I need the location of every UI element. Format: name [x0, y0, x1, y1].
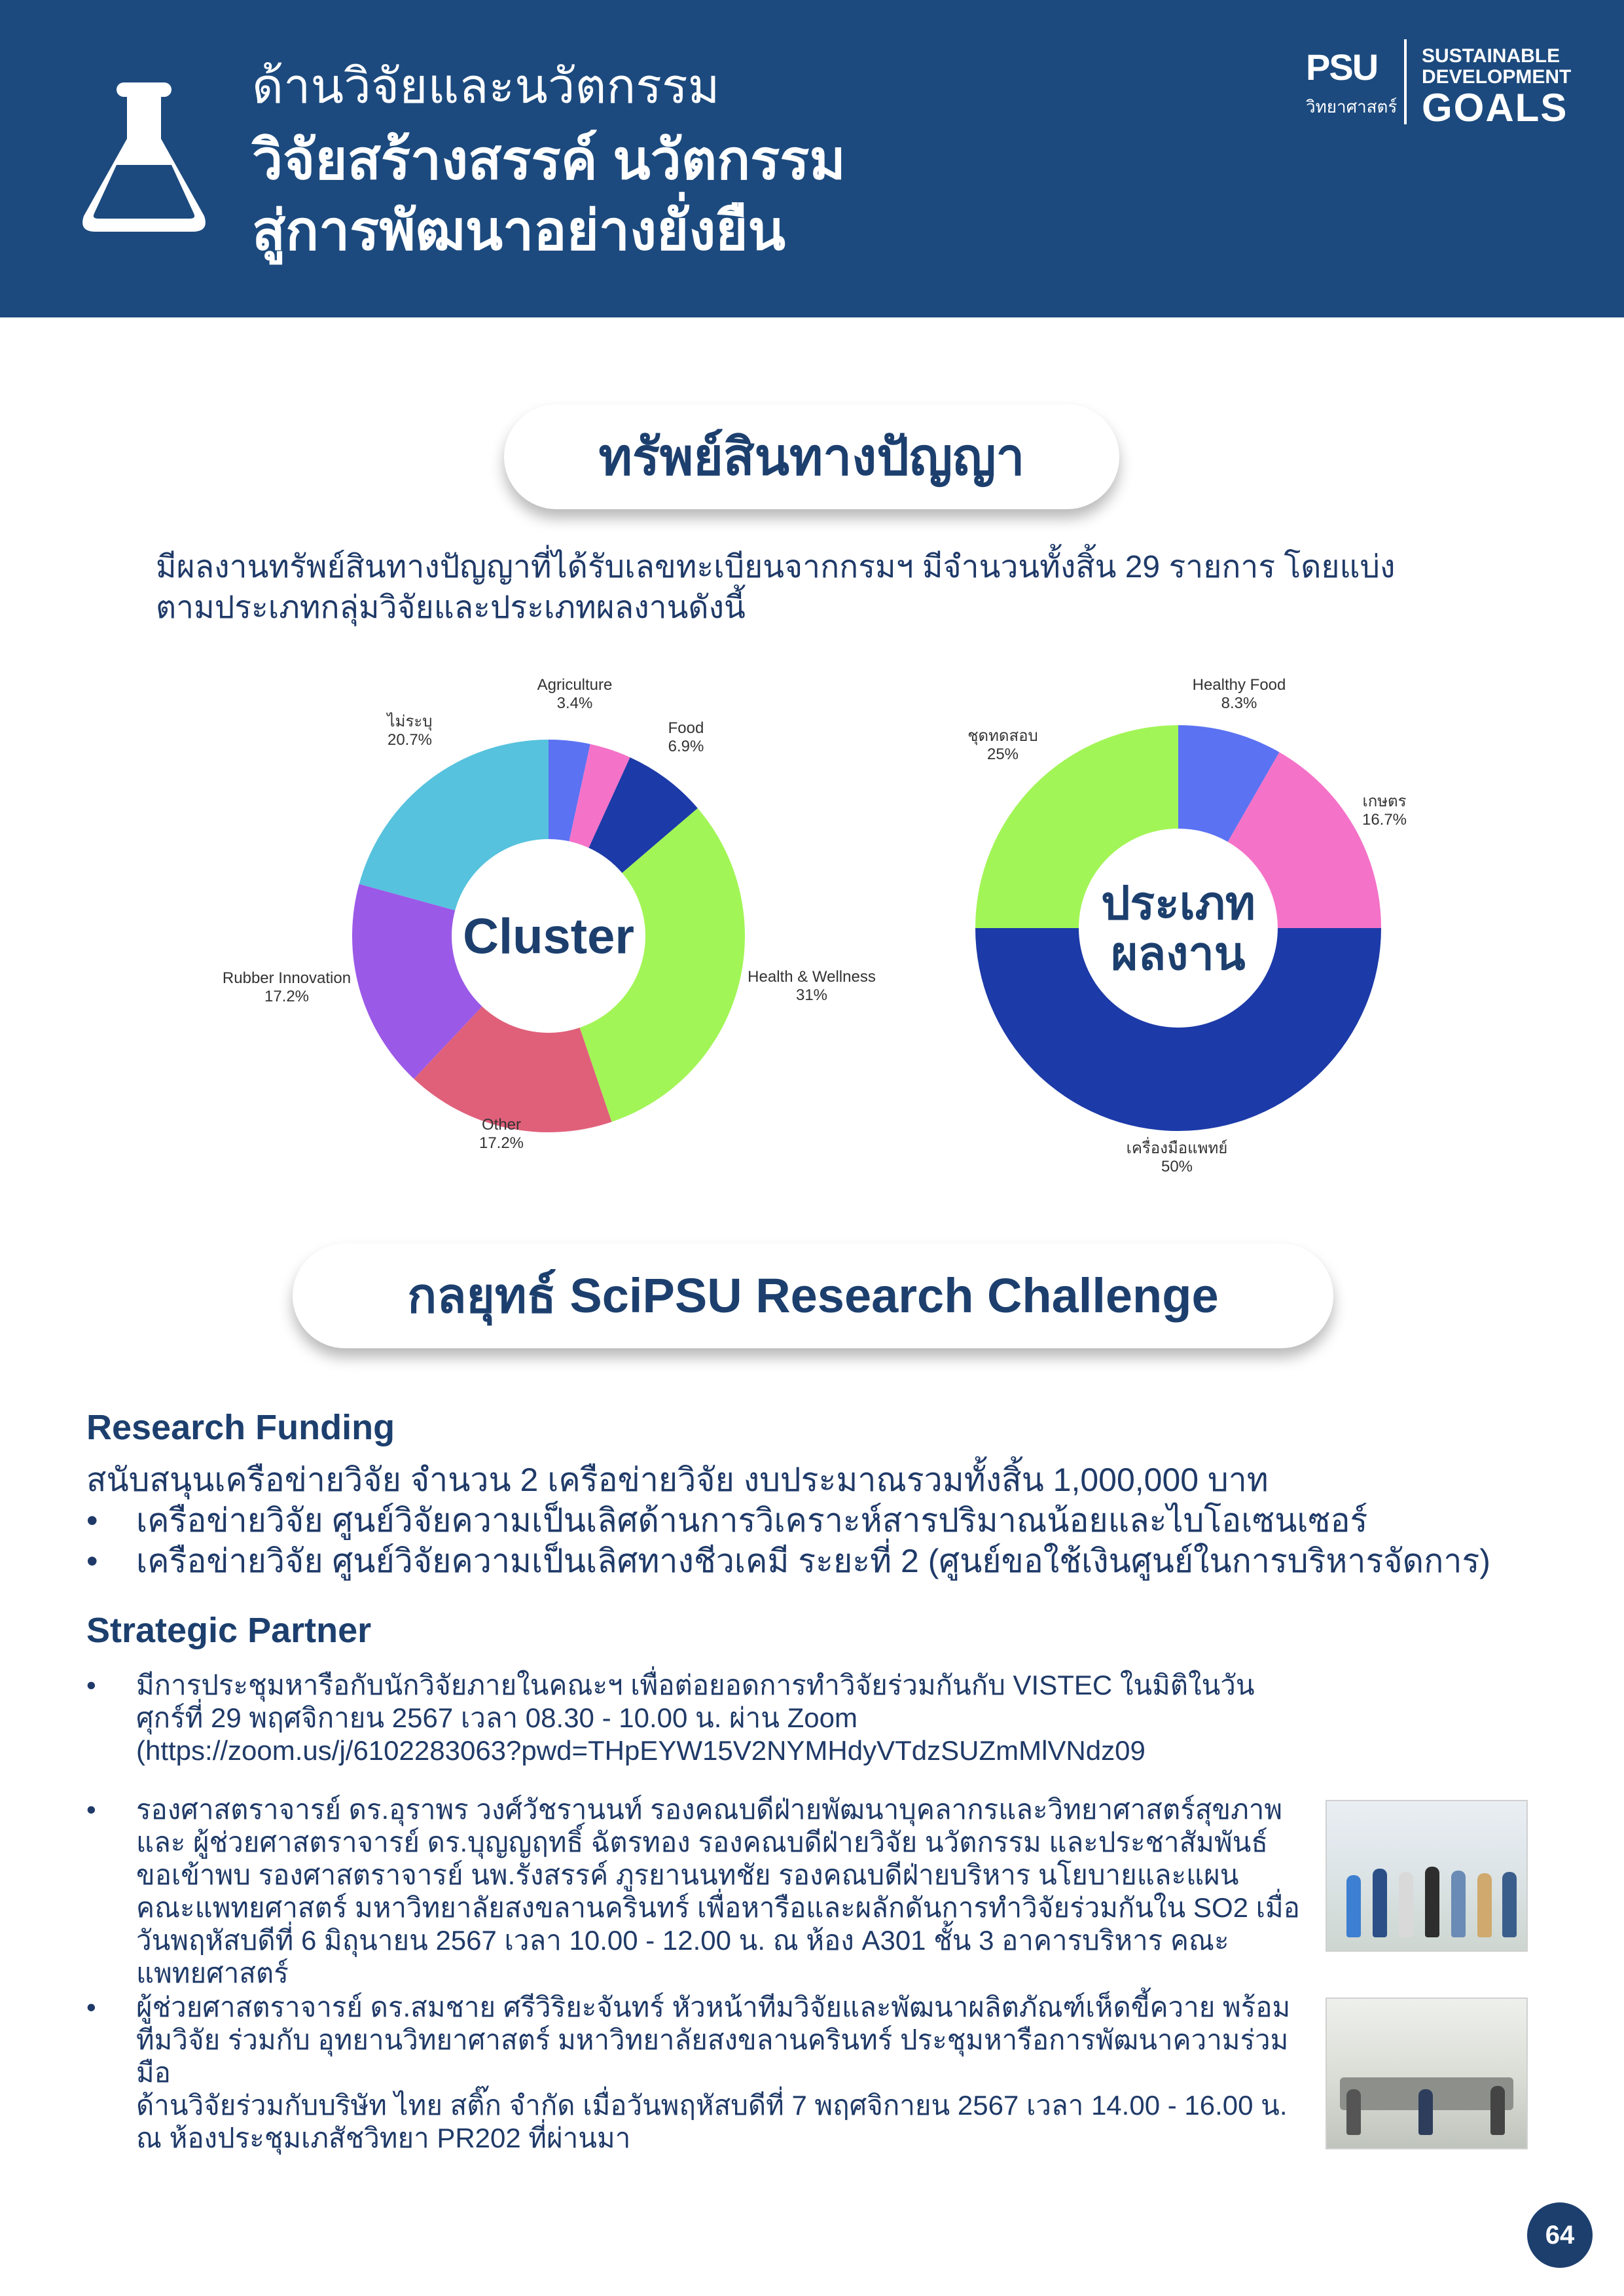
sdg-logo-line2: DEVELOPMENT: [1422, 66, 1572, 88]
photo-person: [1490, 2086, 1505, 2135]
list-item: [86, 1500, 1526, 1541]
photo-person: [1346, 1875, 1361, 1937]
partner-1-line2: ศุกร์ที่ 29 พฤศจิกายน 2567 เวลา 08.30 - 10.00 น. ผ่าน Zoom: [136, 1702, 857, 1733]
ip-section-title: ทรัพย์สินทางปัญญา: [504, 404, 1119, 509]
donut-center-title: ผลงาน: [1111, 928, 1246, 979]
cluster-donut-chart: [223, 676, 876, 1152]
slice-value-label: 17.2%: [478, 1134, 524, 1152]
slice-label: Health & Wellness: [748, 968, 876, 986]
header-kicker: ด้านวิจัยและนวัตกรรม: [252, 59, 720, 113]
donut-slice: [359, 740, 549, 910]
logo-divider: [1404, 39, 1407, 124]
donut-center-title: ประเภท: [1101, 878, 1255, 929]
psu-logo-mark: PSU: [1306, 46, 1378, 88]
flask-icon: [79, 79, 209, 236]
partner-2-line5: วันพฤหัสบดีที่ 6 มิถุนายน 2567 เวลา 10.00 - 12.00 น. ณ ห้อง A301 ชั้น 3 อาคารบริหาร คณะแพทยศาสตร์: [136, 1925, 1229, 1988]
sdg-logo: [1422, 46, 1571, 128]
ip-intro: [156, 547, 1498, 628]
slice-value-label: 20.7%: [387, 731, 433, 749]
slice-label: ไม่ระบุ: [387, 713, 433, 730]
psu-logo: [1306, 46, 1397, 120]
photo-person: [1418, 2089, 1433, 2135]
funding-item-2: เครือข่ายวิจัย ศูนย์วิจัยความเป็นเลิศทางชีวเคมี ระยะที่ 2 (ศูนย์ขอใช้เงินศูนย์ในการบริหารจัดการ): [136, 1543, 1490, 1579]
slice-value-label: 3.4%: [556, 694, 593, 712]
partner-3-line4: ณ ห้องประชุมเภสัชวิทยา PR202 ที่ผ่านมา: [136, 2123, 631, 2153]
sdg-logo-line3: GOALS: [1422, 86, 1568, 130]
page-title-line1: วิจัยสร้างสรรค์ นวัตกรรม: [252, 129, 846, 190]
partner-1-line1: มีการประชุมหารือกับนักวิจัยภายในคณะฯ เพื่อต่อยอดการทำวิจัยร่วมกันกับ VISTEC ในมิติในวัน: [136, 1670, 1255, 1700]
psu-logo-sub: วิทยาศาสตร์: [1306, 97, 1398, 117]
bullet-dot: •: [86, 1794, 96, 1825]
challenge-section-title: กลยุทธ์ SciPSU Research Challenge: [293, 1244, 1333, 1348]
page-title-line2: สู่การพัฒนาอย่างยั่งยืน: [252, 200, 785, 261]
slice-label: Rubber Innovation: [222, 969, 352, 987]
photo-person: [1477, 1873, 1492, 1937]
charts-area: [0, 655, 1624, 1198]
partner-item-2: [86, 1793, 1310, 1990]
photo-person: [1425, 1867, 1439, 1937]
slice-label: เกษตร: [1362, 793, 1407, 810]
photo-person: [1451, 1871, 1466, 1937]
funding-item-1: เครือข่ายวิจัย ศูนย์วิจัยความเป็นเลิศด้านการวิเคราะห์สารปริมาณน้อยและไบโอเซนเซอร์: [136, 1502, 1368, 1539]
ip-intro-line1: มีผลงานทรัพย์สินทางปัญญาที่ได้รับเลขทะเบียนจากกรมฯ มีจำนวนทั้งสิ้น 29 รายการ โดยแบ่ง: [156, 550, 1396, 584]
sdg-logo-line1: SUSTAINABLE: [1422, 45, 1561, 67]
partner-3-line3: ด้านวิจัยร่วมกับบริษัท ไทย สติ๊ก จำกัด เมื่อวันพฤหัสบดีที่ 7 พฤศจิกายน 2567 เวลา 14.00 - 16.00 น.: [136, 2090, 1288, 2121]
slice-label: ชุดทดสอบ: [967, 727, 1038, 745]
donut-center-title: Cluster: [463, 908, 634, 965]
slice-label: Food: [668, 719, 704, 737]
research-funding-heading: Research Funding: [86, 1408, 395, 1447]
ip-intro-line2: ตามประเภทกลุ่มวิจัยและประเภทผลงานดังนี้: [156, 590, 746, 625]
meeting-photo-room: [1326, 1998, 1528, 2149]
photo-person: [1502, 1872, 1517, 1937]
page-number: 64: [1527, 2202, 1593, 2268]
bullet-dot: •: [86, 1670, 96, 1700]
slice-value-label: 8.3%: [1221, 694, 1257, 712]
bullet-dot: •: [86, 1502, 98, 1539]
photo-person: [1373, 1869, 1387, 1937]
slice-label: เครื่องมือแพทย์: [1126, 1139, 1228, 1157]
photo-person: [1346, 2089, 1361, 2135]
slice-value-label: 50%: [1161, 1158, 1193, 1175]
research-funding-text: สนับสนุนเครือข่ายวิจัย จำนวน 2 เครือข่ายวิจัย งบประมาณรวมทั้งสิ้น 1,000,000 บาท: [86, 1462, 1269, 1498]
bullet-dot: •: [86, 1543, 98, 1579]
photo-person: [1399, 1872, 1413, 1937]
funding-list: [86, 1500, 1526, 1581]
slice-value-label: 16.7%: [1362, 811, 1407, 829]
partner-2-line4: คณะแพทยศาสตร์ มหาวิทยาลัยสงขลานครินทร์ เพื่อหารือและผลักดันการทำวิจัยร่วมกันใน SO2 เมื่อ: [136, 1892, 1300, 1923]
partner-2-line2: และ ผู้ช่วยศาสตราจารย์ ดร.บุญญฤทธิ์ ฉัตรทอง รองคณบดีฝ่ายวิจัย นวัตกรรม และประชาสัมพันธ์: [136, 1827, 1268, 1857]
slice-value-label: 31%: [795, 986, 828, 1004]
page-title: [252, 124, 846, 266]
slice-label: Other: [481, 1116, 522, 1134]
slice-value-label: 17.2%: [264, 988, 310, 1005]
page-header: [0, 0, 1624, 317]
list-item: [86, 1541, 1526, 1581]
slice-label: Agriculture: [537, 676, 613, 694]
partner-3-line2: ทีมวิจัย ร่วมกับ อุทยานวิทยาศาสตร์ มหาวิทยาลัยสงขลานครินทร์ ประชุมหารือการพัฒนาความร่วมมือ: [136, 2024, 1289, 2088]
partner-item-3: [86, 1991, 1310, 2155]
partner-2-line1: รองศาสตราจารย์ ดร.อุราพร วงศ์วัชรานนท์ รองคณบดีฝ่ายพัฒนาบุคลากรและวิทยาศาสตร์สุขภาพ: [136, 1794, 1283, 1825]
partner-item-1: [86, 1669, 1310, 1767]
partner-2-line3: ขอเข้าพบ รองศาสตราจารย์ นพ.รังสรรค์ ภูรยานนทชัย รองคณบดีฝ่ายบริหาร นโยบายและแผน: [136, 1859, 1239, 1890]
slice-value-label: 25%: [986, 745, 1019, 763]
partner-1-line3[interactable]: (https://zoom.us/j/6102283063?pwd=THpEYW15V2NYMHdyVTdzSUZmMlVNdz09: [136, 1735, 1146, 1766]
bullet-dot: •: [86, 1992, 96, 2022]
meeting-photo-group: [1326, 1800, 1528, 1952]
partner-3-line1: ผู้ช่วยศาสตราจารย์ ดร.สมชาย ศรีวิริยะจันทร์ หัวหน้าทีมวิจัยและพัฒนาผลิตภัณฑ์เห็ดขี้ควาย พร้อม: [136, 1992, 1291, 2022]
slice-value-label: 6.9%: [668, 738, 704, 755]
work-type-donut-chart: [967, 676, 1407, 1175]
strategic-partner-heading: Strategic Partner: [86, 1611, 372, 1650]
slice-label: Healthy Food: [1192, 676, 1286, 694]
